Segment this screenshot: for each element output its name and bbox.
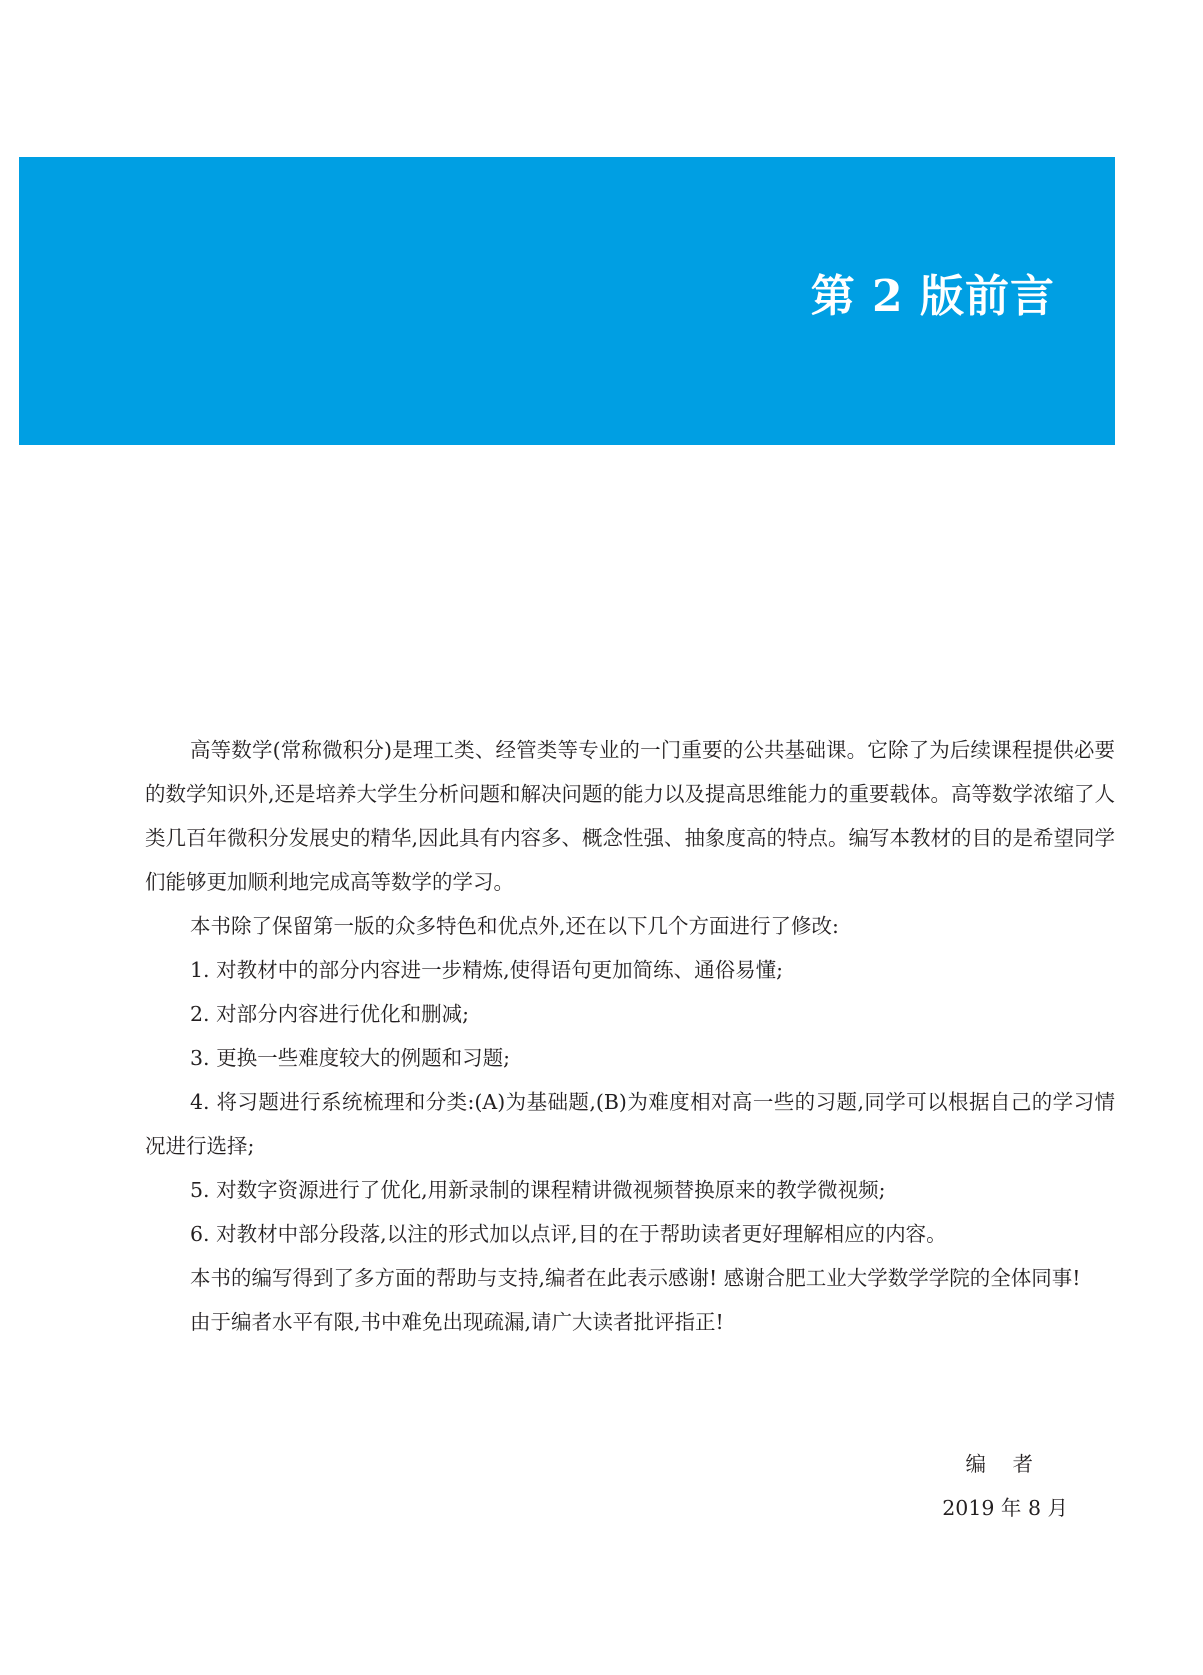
- paragraph-intro: 高等数学(常称微积分)是理工类、经管类等专业的一门重要的公共基础课。它除了为后续课程提供必要的数学知识外,还是培养大学生分析问题和解决问题的能力以及提高思维能力的重要载体。高等数学浓缩了人类几百年微积分发展史的精华,因此具有内容多、概念性强、抽象度高的特点。编写本教材的目的是希望同学们能够更加顺利地完成高等数学的学习。: [145, 738, 1116, 894]
- title-banner: [19, 157, 1115, 445]
- list-item-5: 5. 对数字资源进行了优化,用新录制的课程精讲微视频替换原来的教学微视频;: [190, 1178, 886, 1202]
- list-item-6: 6. 对教材中部分段落,以注的形式加以点评,目的在于帮助读者更好理解相应的内容。: [190, 1222, 947, 1246]
- paragraph-acknowledgement: 本书的编写得到了多方面的帮助与支持,编者在此表示感谢! 感谢合肥工业大学数学学院的全体同事!: [190, 1266, 1081, 1290]
- preface-body: [145, 728, 1115, 1344]
- list-item-2: 2. 对部分内容进行优化和删减;: [190, 1002, 469, 1026]
- list-item-1: 1. 对教材中的部分内容进一步精炼,使得语句更加简练、通俗易懂;: [190, 958, 783, 982]
- signature-author: 编 者: [965, 1452, 1043, 1476]
- paragraph-closing: 由于编者水平有限,书中难免出现疏漏,请广大读者批评指正!: [190, 1310, 724, 1334]
- signature-date: 2019 年 8 月: [942, 1496, 1068, 1520]
- signature-block: [942, 1442, 1068, 1530]
- list-item-4: 4. 将习题进行系统梳理和分类:(A)为基础题,(B)为难度相对高一些的习题,同学可以根据自己的学习情况进行选择;: [145, 1090, 1115, 1158]
- list-item-3: 3. 更换一些难度较大的例题和习题;: [190, 1046, 510, 1070]
- page-title: 第 2 版前言: [810, 271, 1055, 322]
- paragraph-revisions-intro: 本书除了保留第一版的众多特色和优点外,还在以下几个方面进行了修改:: [190, 914, 839, 938]
